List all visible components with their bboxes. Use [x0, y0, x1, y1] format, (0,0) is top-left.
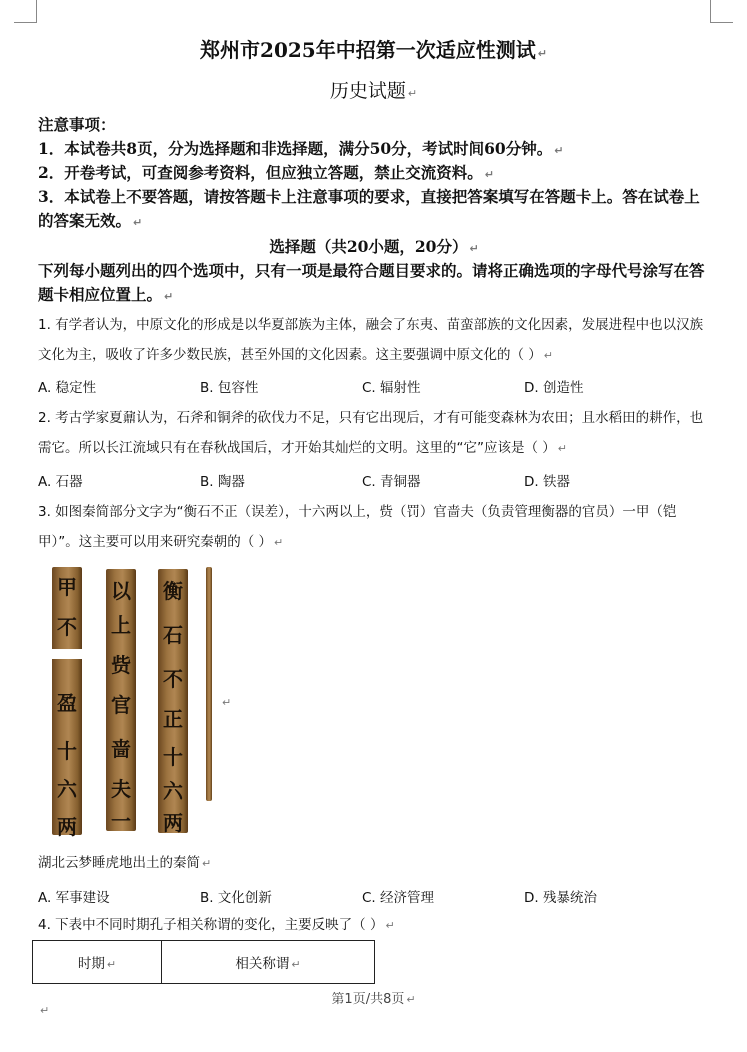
slip-3-char-4: 正	[163, 707, 183, 731]
section-title: 选择题（共20小题，20分） ↵	[269, 237, 479, 256]
slip-3-char-3: 不	[163, 667, 183, 691]
exam-title: 郑州市2025年中招第一次适应性测试 ↵	[200, 38, 547, 62]
slip-1-char-7: 两	[57, 815, 77, 839]
question-3-options	[38, 886, 698, 906]
question-2-options	[38, 470, 698, 490]
slip-2-char-3: 赀	[111, 653, 131, 677]
end-paragraph-mark: ↵	[40, 1004, 50, 1017]
slip-2-char-6: 夫	[111, 777, 131, 801]
bamboo-slip-3	[158, 569, 188, 833]
q3-option-d[interactable]: D. 残暴统治	[524, 890, 597, 906]
slip-3-char-5: 十	[163, 745, 183, 769]
exam-subtitle: 历史试题 ↵	[329, 80, 418, 102]
page-footer: 第1页/共8页 ↵	[331, 992, 416, 1007]
slip-1-break	[50, 649, 84, 659]
notice-heading: 注意事项：	[38, 115, 116, 134]
bamboo-slip-2	[106, 569, 136, 831]
q1-option-d[interactable]: D. 创造性	[524, 380, 584, 396]
notice-item-3: 3．本试卷上不要答题，请按答题卡上注意事项的要求，直接把答案填写在答题卡上。答在试卷上的答案无效。 ↵	[38, 187, 700, 230]
q2-option-b[interactable]: B. 陶器	[200, 474, 245, 490]
question-3-caption: 湖北云梦睡虎地出土的秦简 ↵	[38, 855, 212, 871]
table-header-titles: 相关称谓 ↵	[162, 941, 375, 984]
q1-option-c[interactable]: C. 辐射性	[362, 380, 421, 396]
q3-option-a[interactable]: A. 军事建设	[38, 890, 110, 906]
q3-option-b[interactable]: B. 文化创新	[200, 890, 272, 906]
q2-option-c[interactable]: C. 青铜器	[362, 474, 421, 490]
bamboo-slip-edge	[206, 567, 212, 801]
slip-1-char-2: 不	[57, 615, 77, 639]
slip-2-char-5: 啬	[111, 737, 131, 761]
table-header-period: 时期 ↵	[33, 941, 162, 984]
q3-option-c[interactable]: C. 经济管理	[362, 890, 435, 906]
image-paragraph-mark: ↵	[222, 696, 232, 709]
q1-option-b[interactable]: B. 包容性	[200, 380, 259, 396]
slip-2-char-1: 以	[111, 579, 131, 603]
question-3-stem: 3. 如图秦简部分文字为“衡石不正（误差），十六两以上，赀（罚）官啬夫（负责管理衡器的官员）一甲（铠甲）”。这主要可以用来研究秦朝的（ ） ↵	[38, 504, 677, 550]
slip-3-char-2: 石	[163, 623, 183, 647]
question-1-stem: 1. 有学者认为，中原文化的形成是以华夏部族为主体，融会了东夷、苗蛮部族的文化因素，发展进程中也以汉族文化为主，吸收了许多少数民族，甚至外国的文化因素。这主要强调中原文化的（ ） ↵	[38, 317, 704, 363]
question-2-stem: 2. 考古学家夏鼐认为，石斧和铜斧的砍伐力不足，只有它出现后，才有可能变森林为农田；且水稻田的耕作，也需它。所以长江流域只有在春秋战国后，才开始其灿烂的文明。这里的“它”应该是（ ） ↵	[38, 410, 704, 456]
q2-option-a[interactable]: A. 石器	[38, 474, 83, 490]
table-row	[33, 941, 375, 984]
slip-2-char-2: 上	[111, 613, 131, 637]
corner-mark-left	[14, 0, 37, 23]
notice-item-1: 1．本试卷共8页，分为选择题和非选择题，满分50分，考试时间60分钟。 ↵	[38, 139, 564, 158]
notice-item-2: 2．开卷考试，可查阅参考资料，但应独立答题，禁止交流资料。 ↵	[38, 163, 495, 182]
slip-3-char-6: 六	[163, 779, 183, 803]
qin-bamboo-slips-image	[48, 565, 218, 837]
slip-3-char-1: 衡	[163, 579, 183, 603]
slip-1-char-6: 六	[57, 777, 77, 801]
q1-option-a[interactable]: A. 稳定性	[38, 380, 97, 396]
slip-3-char-7: 两	[163, 811, 183, 835]
bamboo-slip-1	[52, 567, 82, 839]
q2-option-d[interactable]: D. 铁器	[524, 474, 570, 490]
question-4-table	[32, 940, 375, 984]
question-4-stem: 4. 下表中不同时期孔子相关称谓的变化，主要反映了（ ） ↵	[38, 917, 395, 933]
slip-2-char-7: 一	[111, 809, 131, 833]
slip-1-char-1: 甲	[57, 575, 77, 599]
question-1-options	[38, 376, 698, 396]
section-instruction: 下列每小题列出的四个选项中，只有一项是最符合题目要求的。请将正确选项的字母代号涂写在答题卡相应位置上。 ↵	[38, 261, 705, 304]
slip-2-char-4: 官	[111, 693, 131, 717]
corner-mark-right	[710, 0, 733, 23]
slip-1-char-5: 十	[57, 739, 77, 763]
slip-1-char-4: 盈	[57, 691, 77, 715]
